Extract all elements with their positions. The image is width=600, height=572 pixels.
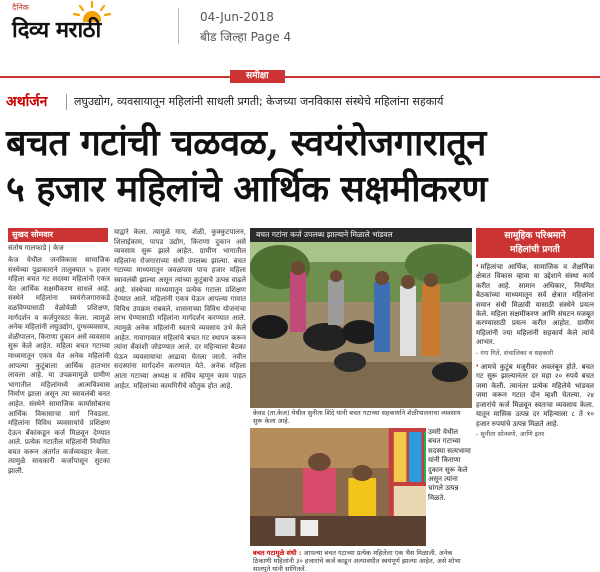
logo-tagline: दैनिक	[12, 3, 29, 12]
article-body-2: याद्वारे केला. त्यामुळे गाय, शेळी, कुक्कुटपालन, शिलाईकाम, पापड उद्योग, किराणा दुकान असे व्यवसाय सुरू झाले आहेत. ग्रामीण भागातील महिलांना रोजगाराच्या संधी उपलब्ध झाल्या. बचत गटाच्या माध्यमातून जवळपास पाच हजार महिला स्वावलंबी झाल्या असून त्यांच्या कुटुंबाचे उत्पन्न वाढले आहे. संस्थेच्या माध्यमातून प्रत्येक गटाला प्रशिक्षण देण्यात आले. महिलांनी एकत्र येऊन आपल्या गावात विविध उपक्रम राबवले. शासनाच्या विविध योजनांचा लाभ घेण्यासाठी महिलांना मार्गदर्शन करण्यात आले. त्यामुळे अनेक महिलांनी स्वतःचे व्यवसाय उभे केले आहेत. गावागावात महिलांचे बचत गट स्थापन करून त्यांना बँकांशी जोडण्यात आले. दर महिन्याला बैठका घेऊन व्यवसायाचा आढावा घेतला जातो. नवीन सदस्यांना मार्गदर्शन करण्यात येते. अनेक महिला आता गटाच्या अध्यक्ष व सचिव म्हणून काम पाहत आहेत. महिलांच्या कामगिरीचे कौतुक होत आहे.	[114, 228, 246, 390]
reporter-byline: संतोष गालफाडे | केज	[8, 244, 64, 252]
headline-line-2: ५ हजार महिलांचे आर्थिक सक्षमीकरण	[6, 168, 487, 210]
kicker	[0, 92, 600, 112]
sidebar-header-line-2: महिलांची प्रगती	[510, 245, 560, 255]
goat-farming-photo	[250, 242, 472, 408]
article-body-1: केज येथील जनविकास सामाजिक संस्थेच्या पुढाकाराने तालुक्यात ५ हजार महिला बचत गट सदस्या महिलांनी एकत्र येत आर्थिक सक्षमीकरण साधले आहे. संस्थेने महिलांना स्वयंरोजगाराकडे वळविण्यासाठी वेळोवेळी प्रशिक्षण, मार्गदर्शन व कर्जपुरवठा केला. त्यामुळे अनेक महिलांनी लघुउद्योग, दुग्धव्यवसाय, शेळीपालन, किराणा दुकान असे व्यवसाय सुरू केले आहेत. महिला बचत गटाच्या माध्यमातून एकत्र येत अनेक महिलांनी आपल्या कुटुंबाला आर्थिक हातभार लावला आहे. या उपक्रमामुळे ग्रामीण भागातील महिलांमध्ये आत्मविश्वास निर्माण झाला असून त्या स्वावलंबी बनत आहेत. संस्थेने सामाजिक कार्यासोबतच आर्थिक विकासाचा मार्ग निवडला. महिलांना विविध व्यवसायांचे प्रशिक्षण देऊन बँकांकडून कर्ज मिळवून देण्यात आले. प्रत्येक गटातील महिलांनी नियमित बचत करून अंतर्गत कर्जव्यवहार केला. त्यामुळे सावकारी कर्जापासून सुटका झाली.	[8, 256, 110, 476]
divya-marathi-logo[interactable]	[10, 2, 140, 48]
section-tag: समीक्षा	[230, 70, 285, 83]
grocery-shop-photo	[250, 428, 426, 546]
kicker-label: अर्थार्जन	[6, 94, 48, 110]
section-rule	[0, 76, 600, 78]
logo-title: दिव्य मराठी	[12, 18, 101, 43]
section-bar	[0, 70, 600, 82]
kicker-divider	[66, 94, 67, 110]
photo-grocery-shop[interactable]	[250, 428, 426, 546]
masthead	[0, 0, 600, 52]
sidebar-item-1-text: महिलांचा आर्थिक, सामाजिक व शैक्षणिक क्षेत्रात विकास व्हावा या उद्देशाने संस्था कार्य करीत आहे. सामान अधिकार, नियमित बैठकांच्या माध्यमातून सर्व क्षेत्रात महिलांना समान संधी मिळावी यासाठी संस्थेने प्रयत्न केले. महिला सक्षमीकरण आणि संघटन मजबूत करण्यासाठी प्रयत्न करीत आहोत. ग्रामीण महिलांनी ज्या महिलांनी सहकार्य केले त्यांचे आभार.	[476, 263, 594, 347]
sidebar-item-2-text: आमचे कुटुंब मजुरीवर अवलंबून होते. बचत गट सुरू झाल्यानंतर दर महा २० रुपये बचत जमा केली. त्यानंतर प्रत्येक महिलेचे भांडवल जमा करून गटात दोन म्हशी घेतल्या. २४ हजारांचे कर्ज मिळवून स्वतःचा व्यवसाय केला. यातून मासिक उत्पन्न दर महिन्याला ८ ते १० हजार रुपयांचे उत्पन्न मिळते आहे.	[476, 363, 594, 428]
sidebar-header-line-1: सामूहिक परिश्रमाने	[504, 231, 566, 241]
byline-badge: सुखद सोमवार	[8, 228, 108, 242]
photo1-header: बचत गटांना कर्ज उपलब्ध झाल्याने मिळाले भांडवल	[250, 228, 472, 242]
headline-line-1: बचत गटांची चळवळ, स्वयंरोजगारातून	[6, 122, 486, 164]
sidebar-item-2	[476, 363, 594, 439]
sidebar-item-1-credit: - रंगा गिते, संचालिका व सहकारी	[476, 348, 554, 357]
quote-bullet-icon: ❛	[476, 263, 479, 271]
edition-date: 04-Jun-2018	[200, 10, 274, 24]
sidebar-item-2-credit: - सुनीता सोनवणे, आणि इतर	[476, 429, 545, 438]
sidebar-header	[476, 228, 594, 258]
photo2-caption-lead: बचत गटामुळे संधी :	[253, 549, 302, 557]
photo2-side-caption: उमरी येथील बचत गटाच्या सदस्या सत्यभामा यांनी किराणा दुकान सुरू केले असून त्यांना चांगले उत्पन्न मिळते.	[428, 428, 471, 502]
kicker-text: लघुउद्योग, व्यवसायातून महिलांनी साधली प्रगती; केजच्या जनविकास संस्थेचे महिलांना सहकार्य	[74, 95, 444, 108]
article-column-1	[8, 228, 110, 572]
photo-goat-farming[interactable]	[250, 228, 472, 426]
sidebar-collective-effort	[476, 228, 594, 572]
quote-bullet-icon: ❛	[476, 363, 479, 372]
masthead-divider	[178, 8, 179, 44]
photo2-caption	[250, 548, 472, 572]
edition-page: बीड जिल्हा Page 4	[200, 30, 292, 44]
photo2-side-text	[428, 428, 472, 546]
headline	[6, 120, 596, 212]
photo2-caption-text: आपल्या बचत गटाच्या प्रत्येक महिलेला एक भैस मिळाली. अनेक ठिकाणी महिलांनी ३० हजारांचे कर्ज काढून अल्पावधीत स्वयंपूर्ण झाल्या आहेत, असे शोभा सातपुते यांनी सांगितले.	[253, 549, 461, 572]
photo1-caption: केवड (ता.केज) येथील सुनीता शिंदे यांनी बचत गटाच्या सहकार्याने शेळीपालनाचा व्यवसाय सुरू केला आहे.	[253, 409, 461, 425]
article-column-2	[114, 228, 246, 572]
sidebar-item-1	[476, 263, 594, 358]
